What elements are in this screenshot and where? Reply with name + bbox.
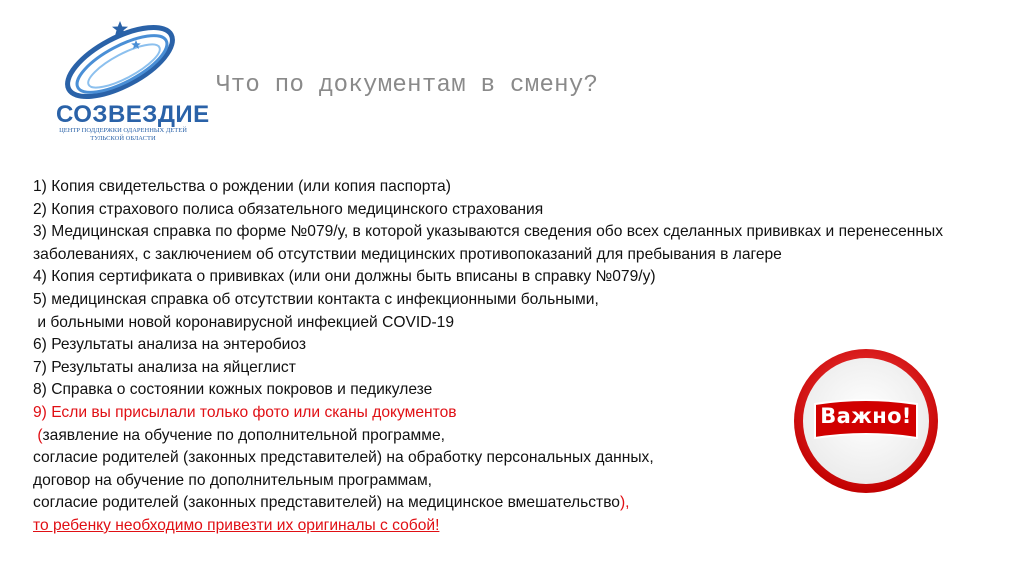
list-item: 1) Копия свидетельства о рождении (или копия паспорта) <box>33 178 451 195</box>
list-item: 3) Медицинская справка по форме №079/у, в которой указываются сведения обо всех сделанных прививках и перенесенных заболеваниях, с заключением об отсутствии медицинских противопоказаний для пребывания в лагере <box>33 223 944 263</box>
open-paren: ( <box>33 426 43 444</box>
badge-text: Важно! <box>820 404 912 428</box>
logo <box>48 18 208 148</box>
list-item: и больными новой коронавирусной инфекцией COVID-19 <box>33 313 455 331</box>
list-item <box>33 492 963 515</box>
important-badge <box>793 348 939 494</box>
document-name: согласие родителей (законных представителей) на медицинское вмешательство <box>33 494 620 512</box>
constellation-logo-icon <box>48 18 208 108</box>
list-item: 4) Копия сертификата о прививках (или они должны быть вписаны в справку №079/у) <box>33 268 656 286</box>
list-item: согласие родителей (законных представителей) на обработку персональных данных, <box>33 449 654 467</box>
slide-title: Что по документам в смену? <box>216 72 599 99</box>
document-name: заявление на обучение по дополнительной программе, <box>42 426 445 444</box>
list-item: 6) Результаты анализа на энтеробиоз <box>33 336 307 354</box>
logo-subtitle-line1: ЦЕНТР ПОДДЕРЖКИ ОДАРЕННЫХ ДЕТЕЙ <box>59 127 187 134</box>
logo-subtitle-line2: ТУЛЬСКОЙ ОБЛАСТИ <box>90 135 156 142</box>
conclusion-text: то ребенку необходимо привезти их оригиналы с собой! <box>33 516 440 534</box>
list-item: 2) Копия страхового полиса обязательного медицинского страхования <box>33 200 544 218</box>
logo-name: СОЗВЕЗДИЕ <box>56 101 210 128</box>
list-item: договор на обучение по дополнительным программам, <box>33 471 432 489</box>
list-item: 8) Справка о состоянии кожных покровов и педикулезе <box>33 381 433 399</box>
close-paren: ), <box>619 494 630 512</box>
list-item-important: 9) Если вы присылали только фото или сканы документов <box>33 403 457 421</box>
list-item: 5) медицинская справка об отсутствии контакта с инфекционными больными, <box>33 290 599 308</box>
list-item: 7) Результаты анализа на яйцеглист <box>33 358 296 376</box>
